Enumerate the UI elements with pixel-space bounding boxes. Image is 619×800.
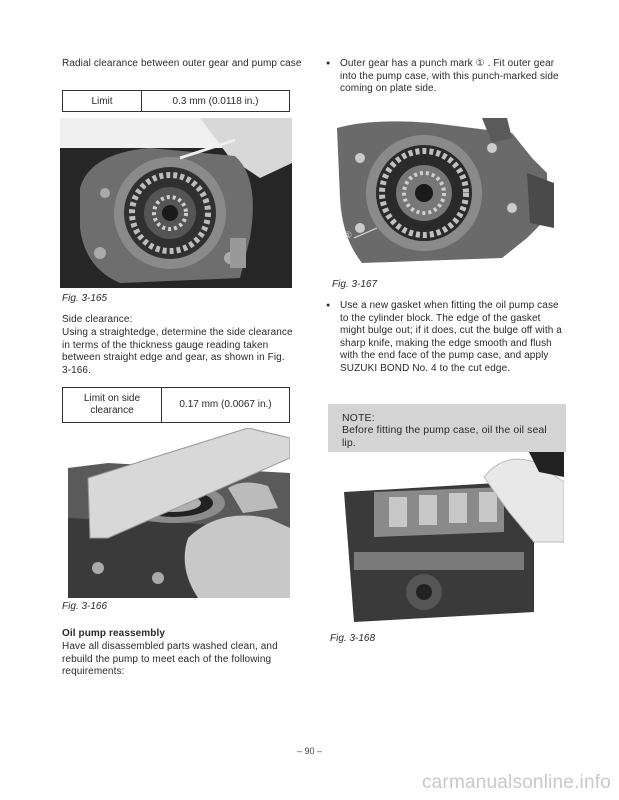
fig-166-photo: [68, 428, 290, 598]
watermark: carmanualsonline.info: [421, 772, 611, 793]
radial-limit-label: Limit: [91, 95, 113, 107]
note-box: [328, 404, 566, 452]
radial-clearance-table: [62, 90, 290, 112]
side-clearance-body: Using a straightedge, determine the side clearance in terms of the thickness gauge reading taken between straight edge and gear, as shown in Fig. 3-166.: [62, 327, 293, 376]
bullet-list-top: [326, 58, 566, 96]
bullet-gasket: ● Use a new gasket when fitting the oil pump case to the cylinder block. The edge of the gasket might bulge out; if it does, cut the bulge off with a sharp knife, making the edge smooth and flush with the end face of the pump case, and apply SUZUKI BOND No. 4 to the cut edge.: [326, 300, 566, 376]
note-title: NOTE:: [342, 412, 375, 424]
side-clearance-table: [62, 387, 290, 423]
cylinder-block-illustration: [334, 452, 564, 628]
side-limit-value: 0.17 mm (0.0067 in.): [162, 388, 290, 423]
punch-mark-callout: ①: [344, 230, 353, 240]
fig-165-photo: [60, 118, 292, 288]
bullet-punch-mark: ● Outer gear has a punch mark ① . Fit outer gear into the pump case, with this punch-marked side coming on plate side.: [326, 58, 566, 96]
fig-167-photo: [332, 118, 564, 268]
bullet-list-gasket: [326, 300, 566, 376]
reassembly-body: Have all disassembled parts washed clean, and rebuild the pump to meet each of the following requirements:: [62, 641, 278, 678]
fig-166-caption: Fig. 3-166: [62, 601, 108, 612]
oil-pump-side-illustration: [68, 428, 290, 598]
reassembly-heading: Oil pump reassembly: [62, 628, 166, 639]
fig-168-photo: [334, 452, 564, 628]
fig-168-caption: Fig. 3-168: [330, 633, 376, 644]
side-clearance-title: Side clearance:: [62, 314, 133, 325]
pump-case-gear-illustration: [332, 118, 564, 268]
page-number: – 90 –: [296, 746, 323, 756]
oil-pump-radial-illustration: [60, 118, 292, 288]
fig-165-caption: Fig. 3-165: [62, 293, 108, 304]
side-limit-label: Limit on side clearance: [83, 393, 141, 416]
fig-167-caption: Fig. 3-167: [332, 279, 378, 290]
note-body: Before fitting the pump case, oil the oil seal lip.: [342, 424, 547, 449]
radial-limit-value: 0.3 mm (0.0118 in.): [142, 91, 290, 112]
radial-clearance-label: Radial clearance between outer gear and pump case: [62, 58, 302, 69]
